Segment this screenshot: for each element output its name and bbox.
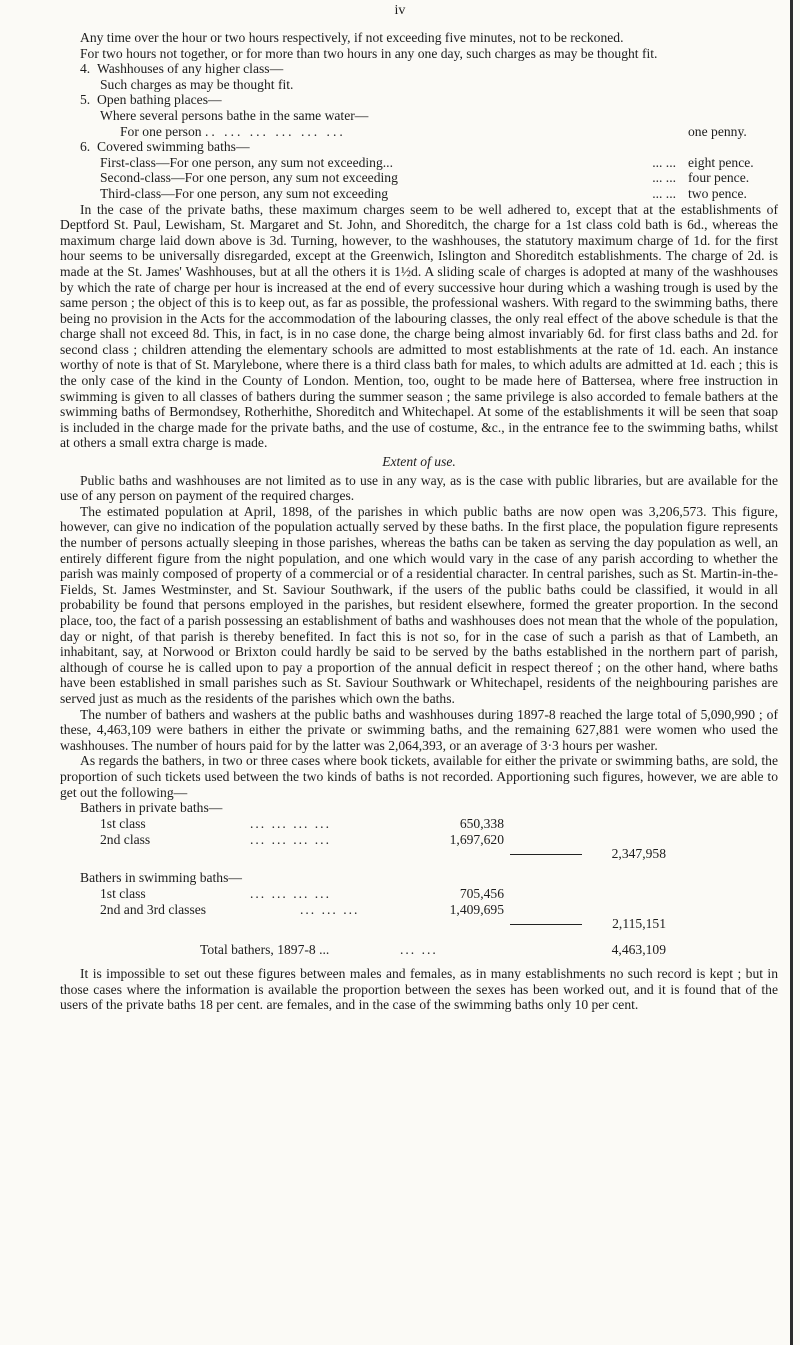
intro-line-1: Any time over the hour or two hours respectively, if not exceeding five minutes, not to be reckoned. xyxy=(80,30,624,45)
item-5-line: Where several persons bathe in the same water— xyxy=(100,107,369,123)
table-grand-label: Total bathers, 1897-8 ... xyxy=(200,942,330,958)
item-5-rate-row: For one person .. ... ... ... ... ... one penny. xyxy=(120,123,747,139)
table-subtotal-rule xyxy=(510,924,582,925)
table-row-label: 2nd and 3rd classes xyxy=(100,902,207,918)
item-6-title: 6. Covered swimming baths— xyxy=(80,139,250,155)
item-4-title: 4. Washhouses of any higher class— xyxy=(80,61,284,77)
table-subtotal-rule xyxy=(510,854,582,855)
paragraph-sexes: It is impossible to set out these figures between males and females, as in many establishments no such record is kept ; but in those cases where the information is available the proportion between the sexes has been worked out, and it is found that of the users of the private baths 18 per cent. are females, and in the case of the swimming baths only 10 per cent. xyxy=(60,966,778,1013)
page-number: iv xyxy=(394,3,406,18)
paragraph-public-baths: Public baths and washhouses are not limited as to use in any way, as is the case with public libraries, but are available for the use of any person on payment of the required charges. xyxy=(60,472,778,504)
table-row-dots: ... ... ... xyxy=(300,902,360,918)
paragraph-bathers-total: The number of bathers and washers at the public baths and washhouses during 1897-8 reached the large total of 5,090,990 ; of these, 4,463,109 were bathers in either the private or swimming baths, and the remaining 627,881 were women who used the washhouses. The number of hours paid for by the latter was 2,064,393, or an average of 3·3 hours per washer. xyxy=(60,706,778,753)
table-row-label: 2nd class xyxy=(100,832,151,848)
table-row-label: 1st class xyxy=(100,886,146,902)
paragraph-apportioning: As regards the bathers, in two or three cases where book tickets, available for either the private or swimming baths, are sold, the proportion of such tickets used between the two kinds of baths is not recorded. Apportioning such figures, however, we are able to get out the following— xyxy=(60,753,778,800)
table-group-title: Bathers in swimming baths— xyxy=(80,870,242,886)
table-row-value: 650,338 xyxy=(459,816,504,832)
paragraph-private-baths: In the case of the private baths, these maximum charges seem to be well adhered to, except that at the establishments of Deptford St. Paul, Lewisham, St. Margaret and St. John, and Shoreditch, the charge for a 1st class cold bath is 6d., whereas the maximum charge laid down above is 3d. Turning, however, to the washhouses, the statutory maximum charge of 1d. for the first hour seems to be universally disregarded, except at the Greenwich, Islington and Shoreditch establishments. The charge of 2d. is made at the St. James' Washhouses, but at all the others it is 1½d. A sliding scale of charges is adopted at many of the washhouses by which the rate of charge per hour is increased at the end of every successive hour during which a washing trough is used by the same person ; the object of this is to keep out, as far as possible, the professional washers. With regard to the swimming baths, there being no provision in the Acts for the accommodation of the labouring classes, the only real effect of the above schedule is that the charge shall not exceed 8d. This, in fact, is in no case done, the charge being almost invariably 6d. for first class baths and 2d. for second class ; children attending the elementary schools are admitted to most establishments at the rate of 1d. each. An instance worthy of note is that of St. Marylebone, where there is a third class bath for males, to which adults are admitted at 1d. each ; this is the only case of the kind in the County of London. Mention, too, ought to be made here of Battersea, where free instruction in swimming is given to all classes of bathers during the summer season ; the same privilege is also accorded to female bathers at the swimming baths of Bermondsey, Rotherhithe, Shoreditch and Whitechapel. At some of the establishments it will be seen that soap is included in the charge made for the private baths, and the use of costume, &c., in the entrance fee to the swimming baths, whilst at others a small extra charge is made. xyxy=(60,201,778,451)
section-heading: Extent of use. xyxy=(382,454,456,470)
table-row-dots: ... ... ... ... xyxy=(250,832,331,848)
intro-line-2: For two hours not together, or for more than two hours in any one day, such charges as may be thought fit. xyxy=(80,45,658,61)
item-5-title: 5. Open bathing places— xyxy=(80,92,222,108)
page-content xyxy=(60,30,778,1013)
bathers-table xyxy=(60,800,778,960)
table-row-dots: ... ... ... ... xyxy=(250,816,331,832)
table-group-title: Bathers in private baths— xyxy=(80,800,223,816)
item-6-rate-row: First-class—For one person, any sum not exceeding... ... ... eight pence. xyxy=(100,154,754,170)
item-6-rate-row: Third-class—For one person, any sum not exceeding ... ... two pence. xyxy=(100,185,747,201)
table-row-value: 1,697,620 xyxy=(449,832,504,848)
table-row-label: 1st class xyxy=(100,816,146,832)
table-subtotal: 2,115,151 xyxy=(612,916,666,932)
table-row-value: 1,409,695 xyxy=(449,902,504,918)
paragraph-population: The estimated population at April, 1898, of the parishes in which public baths are now open was 3,206,573. This figure, however, can give no indication of the population actually served by these baths. In the first place, the population figure represents the number of persons actually sleeping in those parishes, whereas the baths can be taken as serving the day population as well, an entirely different figure from the night population, and one which would vary in the case of any parish according to whether the parish was mainly composed of property of a commercial or of a residential character. In central parishes, such as St. Martin-in-the-Fields, St. James Westminster, and St. Saviour Southwark, if the users of the public baths could be classified, it would in all probability be found that persons employed in the parishes, but resident elsewhere, formed the greater proportion. In the second place, too, the fact of a parish possessing an establishment of baths and washhouses does not mean that the whole of the population, day or night, of that parish is thereby benefited. In fact this is not so, for in the case of such a parish as that of Lambeth, an inhabitant, say, at Norwood or Brixton could hardly be said to be served by the baths established in the northern part of parish, although of course he is called upon to pay a proportion of the annual deficit in respect thereof ; on the other hand, where baths have been established in small parishes such as St. Saviour Southwark or Whitechapel, residents of the neighbouring parishes are served just as much as the residents of the parishes which own the baths. xyxy=(60,503,778,706)
page-edge-line xyxy=(790,0,793,1345)
table-row-value: 705,456 xyxy=(459,886,504,902)
table-grand-dots: ... ... xyxy=(400,942,438,958)
item-6-rate-row: Second-class—For one person, any sum not exceeding ... ... four pence. xyxy=(100,170,750,186)
table-row-dots: ... ... ... ... xyxy=(250,886,331,902)
table-subtotal: 2,347,958 xyxy=(611,846,666,862)
table-grand-total: 4,463,109 xyxy=(611,942,666,958)
item-4-text: Such charges as may be thought fit. xyxy=(100,76,294,92)
